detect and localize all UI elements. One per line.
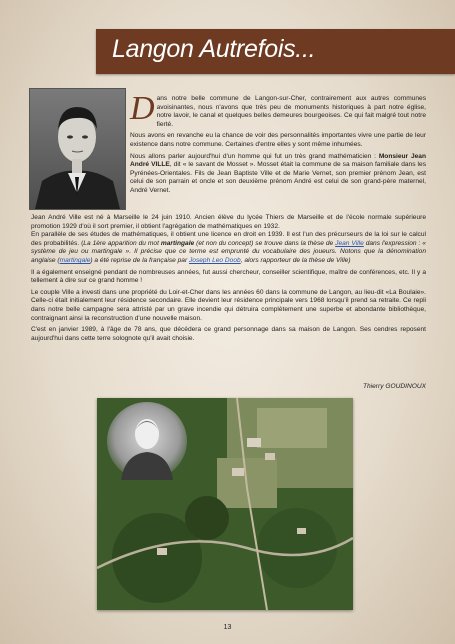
- page-number: 13: [223, 624, 232, 631]
- body-paragraph-1: Jean André Ville est né à Marseille le 24 juin 1910. Ancien élève du lycée Thiers de Marseille et de l'école normale supérieure promotion 1929 d'où il sort premier, il obtient l'agrégation de mathématiques en 1932. En parallèle de ses études de mathématiques, il obtient une licence en droit en 1939. Il est l'un des précurseurs de la loi sur le calcul des probabilités. (La 1ère apparition du mot martingale (et non du concept) se trouve dans la thèse de Jean Ville dans l'expression : « système de jeu ou martingale ». Il précise que ce terme est emprunté du vocabulaire des joueurs. Notons que la dénomination anglaise (martingale) a été reprise de la française par Joseph Leo Doob, alors rapporteur de la thèse de Ville): [31, 214, 426, 264]
- link-martingale[interactable]: martingale: [59, 256, 91, 264]
- body-paragraph-3: Il a également enseigné pendant de nombreuses années, fut aussi chercheur, conseiller scientifique, maître de conférences, etc. Il y a tellement à dire sur ce grand homme !: [31, 268, 426, 285]
- body-paragraph-5: C'est en janvier 1989, à l'âge de 78 ans, que décédera ce grand personnage dans sa maison de Langon. Ses cendres reposent aujourd'hui dans cette terre solognote qu'il avait choisie.: [31, 326, 426, 342]
- intro-paragraph-1: ans notre belle commune de Langon-sur-Cher, contrairement aux autres communes avoisinantes, nous n'avons que très peu de monuments historiques à part notre église, notre lavoir, le canal et quelques belles demeures bourgeoises. Ce qui fait malgré tout notre fierté.: [156, 95, 426, 128]
- author-signature: Thierry GOUDINOUX: [362, 383, 426, 390]
- link-jean-ville[interactable]: Jean Ville: [335, 239, 364, 247]
- portrait-inset: [107, 402, 187, 480]
- body-paragraph-4: Le couple Ville a investi dans une propriété du Loir-et-Cher dans les années 60 dans la commune de Langon, au lieu-dit «La Boulaie». Celle-ci était initialement leur résidence secondaire. Elle devient leur résidence principale vers 1968 lorsqu'il prend sa retraite. Ce repli dans notre belle campagne sera attristé par un grave incendie qui détruira complètement une superbe et abondante bibliothèque, contraignant ainsi la reconstruction d'une nouvelle maison.: [31, 288, 426, 322]
- title-banner: [96, 29, 455, 74]
- drop-cap: D: [130, 90, 155, 127]
- intro-paragraph-2: Nous avons en revanche eu la chance de voir des personnalités importantes vivre une partie de leur existence dans notre commune. Certaines d'entre elles y sont même inhumées.: [130, 132, 426, 148]
- aerial-photo: [97, 398, 353, 610]
- page-title: Langon Autrefois...: [112, 35, 316, 63]
- mathematician-name: Monsieur Jean André VILLE: [130, 152, 426, 169]
- inset-figure: [107, 402, 187, 480]
- portrait-figure: [30, 89, 125, 209]
- intro-text: [130, 90, 426, 199]
- link-joseph-leo-doob[interactable]: Joseph Leo Doob: [188, 256, 241, 264]
- main-text: [31, 214, 426, 346]
- portrait-photo: [29, 88, 126, 210]
- intro-paragraph-3: Nous allons parler aujourd'hui d'un homme qui fut un très grand mathématicien : Monsieur Jean André VILLE, dit « le savant de Mosset ». Mosset était la commune de sa maison familiale dans les Pyrénées-Orientales. Fils de Jean Baptiste Ville et de Marie Vernet, son premier prénom Jean, est celui de son parrain et oncle et son deuxième prénom André est celui de son grand-père maternel, André Vernet.: [130, 152, 426, 194]
